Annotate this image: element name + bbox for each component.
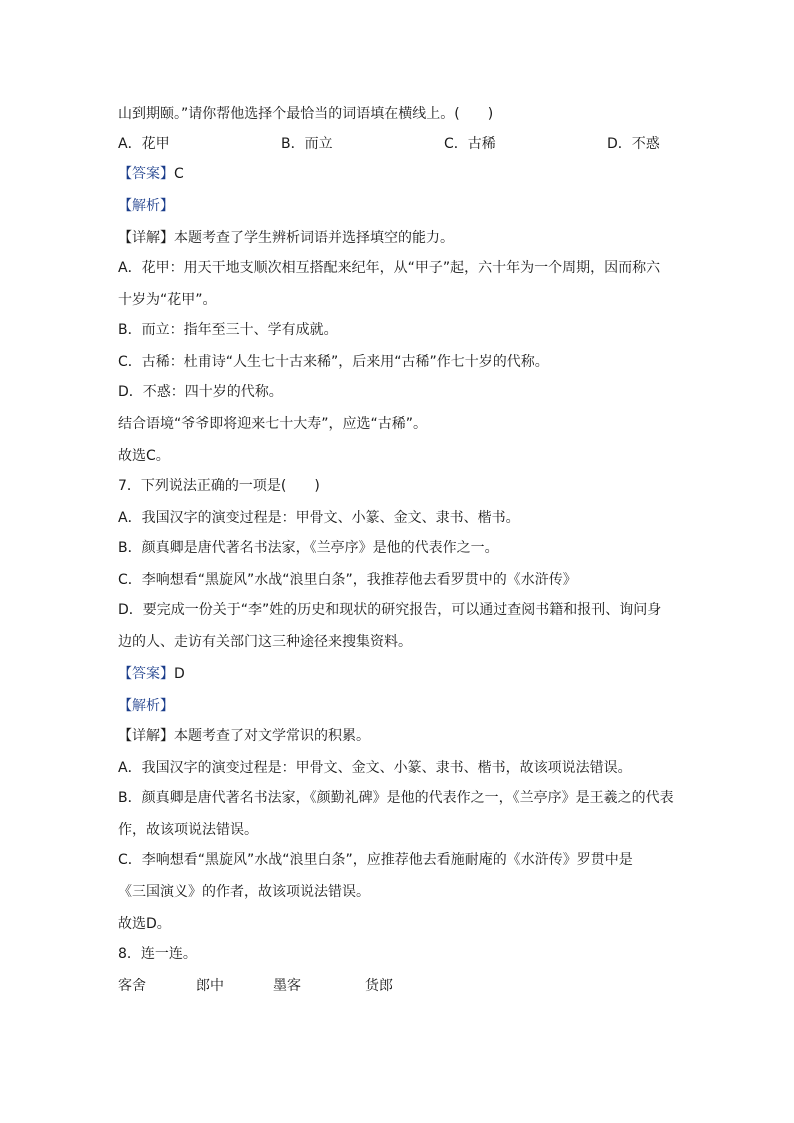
q6-explain-d: D．不惑：四十岁的代称。 — [118, 384, 283, 400]
q6-answer — [118, 164, 184, 184]
q6-answer-value: C — [174, 166, 184, 182]
detail-tag: 【详解】 — [118, 728, 174, 744]
q8-stem: 8．连一连。 — [118, 946, 197, 962]
q7-stem: 7．下列说法正确的一项是( ) — [118, 478, 320, 494]
q7-explain-b-line1: B．颜真卿是唐代著名书法家，《颜勤礼碑》是他的代表作之一，《兰亭序》是王羲之的代表 — [118, 790, 674, 806]
q7-option-d-line1: D．要完成一份关于“李”姓的历史和现状的研究报告，可以通过查阅书籍和报刊、询问身 — [118, 602, 662, 618]
q6-option-c: C．古稀 — [444, 136, 496, 152]
q6-choose: 故选C。 — [118, 448, 170, 464]
q6-analysis — [118, 196, 174, 216]
answer-tag: 【答案】 — [118, 166, 174, 182]
q7-option-c: C．李响想看“黑旋风”水战“浪里白条”，我推荐他去看罗贯中的《水浒传》 — [118, 572, 577, 588]
q7-detail — [118, 726, 370, 746]
q6-explain-a-line1: A．花甲：用天干地支顺次相互搭配来纪年，从“甲子”起，六十年为一个周期，因而称六 — [118, 260, 661, 276]
q7-answer-value: D — [174, 666, 185, 682]
q7-answer — [118, 664, 185, 684]
q6-option-b: B．而立 — [281, 136, 333, 152]
q7-option-a: A．我国汉字的演变过程是：甲骨文、小篆、金文、隶书、楷书。 — [118, 510, 520, 526]
q8-item-2: 郎中 — [196, 978, 224, 994]
q7-detail-text: 本题考查了对文学常识的积累。 — [174, 728, 370, 744]
q6-context: 结合语境“爷爷即将迎来七十大寿”，应选“古稀”。 — [118, 416, 428, 432]
q7-explain-a: A．我国汉字的演变过程是：甲骨文、金文、小篆、隶书、楷书，故该项说法错误。 — [118, 760, 632, 776]
q7-option-d-line2: 边的人、走访有关部门这三种途径来搜集资料。 — [118, 634, 412, 650]
q6-stem-end: 山到期颐。”请你帮他选择个最恰当的词语填在横线上。( ) — [118, 106, 494, 122]
q7-explain-c-line1: C．李响想看“黑旋风”水战“浪里白条”，应推荐他去看施耐庵的《水浒传》罗贯中是 — [118, 852, 633, 868]
answer-tag: 【答案】 — [118, 666, 174, 682]
q8-item-1: 客舍 — [118, 978, 146, 994]
q6-option-a: A．花甲 — [118, 136, 170, 152]
q6-detail-text: 本题考查了学生辨析词语并选择填空的能力。 — [174, 230, 454, 246]
q8-item-3: 墨客 — [273, 978, 301, 994]
q6-explain-b: B．而立：指年至三十、学有成就。 — [118, 322, 338, 338]
q6-option-d: D．不惑 — [607, 136, 660, 152]
detail-tag: 【详解】 — [118, 230, 174, 246]
q7-analysis — [118, 696, 174, 716]
q8-item-4: 货郎 — [365, 978, 393, 994]
q6-explain-c: C．古稀：杜甫诗“人生七十古来稀”，后来用“古稀”作七十岁的代称。 — [118, 354, 549, 370]
analysis-tag: 【解析】 — [118, 198, 174, 214]
q7-explain-b-line2: 作，故该项说法错误。 — [118, 822, 258, 838]
q7-choose: 故选D。 — [118, 916, 171, 932]
q7-option-b: B．颜真卿是唐代著名书法家，《兰亭序》是他的代表作之一。 — [118, 540, 499, 556]
q6-detail — [118, 228, 454, 248]
q6-explain-a-line2: 十岁为“花甲”。 — [118, 292, 217, 308]
q7-explain-c-line2: 《三国演义》的作者，故该项说法错误。 — [118, 884, 370, 900]
analysis-tag: 【解析】 — [118, 698, 174, 714]
